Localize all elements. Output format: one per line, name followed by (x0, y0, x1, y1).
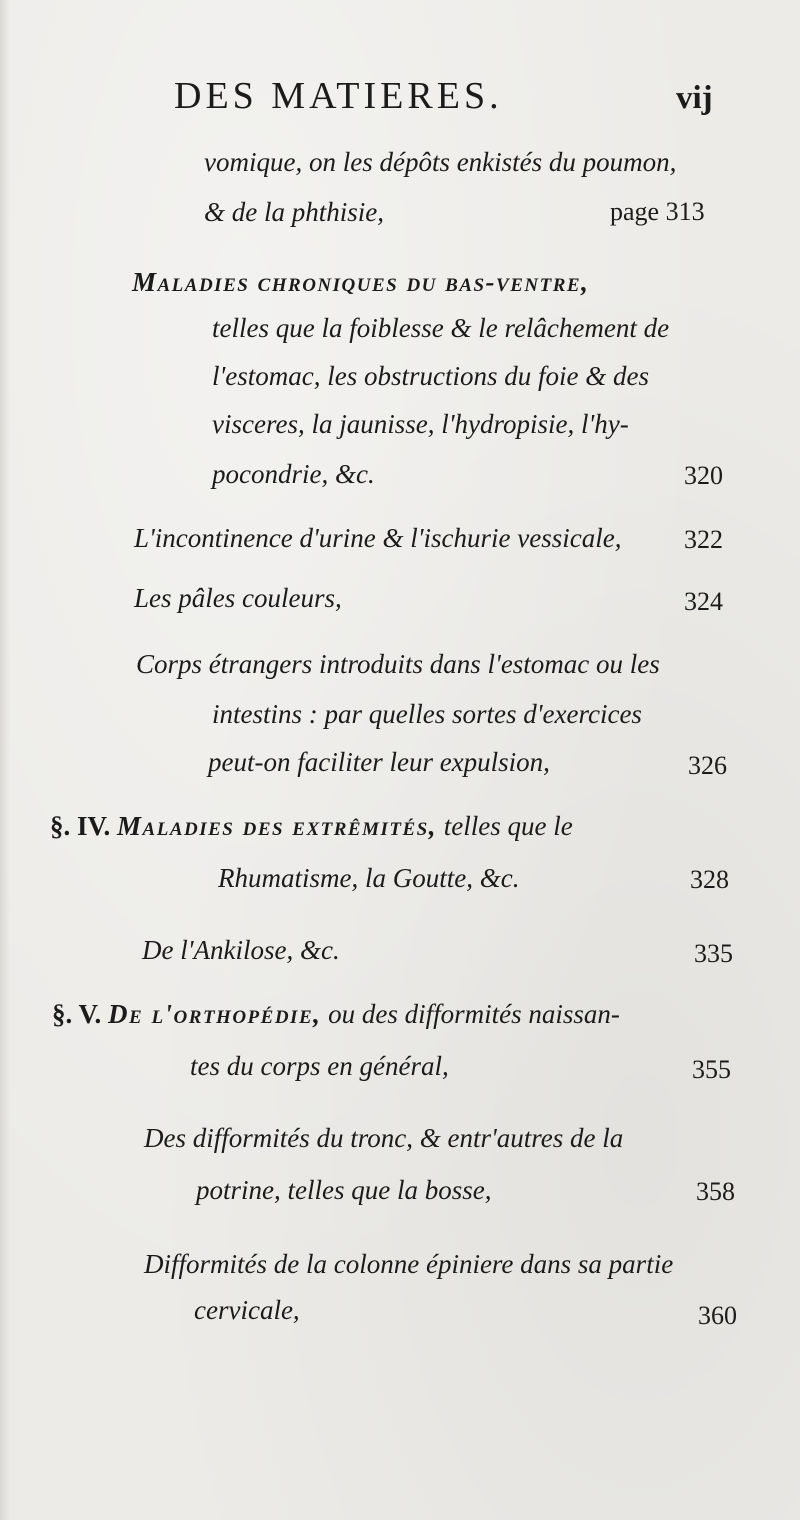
entry-ankilose-line-1: De l'Ankilose, &c. (142, 935, 340, 965)
entry-section-iv-line-2: Rhumatisme, la Goutte, &c. (218, 863, 520, 893)
entry-pales-couleurs-page: 324 (684, 587, 723, 616)
entry-bas-ventre-heading-text: Maladies chroniques du bas-ventre, (132, 267, 590, 297)
entry-section-iv-line-1 (50, 810, 573, 842)
entry-section-v-page: 355 (692, 1055, 731, 1084)
entry-pales-couleurs-line-1: Les pâles couleurs, (134, 583, 342, 613)
entry-tronc-line-2: potrine, telles que la bosse, (196, 1175, 492, 1205)
running-title: DES MATIERES. (174, 75, 503, 117)
entry-bas-ventre-line-3: visceres, la jaunisse, l'hydropisie, l'hy- (212, 409, 629, 439)
entry-bas-ventre-line-1: telles que la foiblesse & le relâchement de (212, 313, 670, 343)
entry-phthisie-line-1: vomique, on les dépôts enkistés du poumon, (204, 147, 677, 177)
entry-colonne-page: 360 (698, 1301, 737, 1330)
entry-section-v-line-2: tes du corps en général, (190, 1051, 449, 1081)
entry-tronc-page: 358 (696, 1177, 735, 1206)
entry-bas-ventre-page: 320 (684, 461, 723, 490)
entry-section-v-line-1 (52, 998, 620, 1030)
entry-corps-etrangers-page: 326 (688, 751, 727, 780)
entry-colonne-line-1: Difformités de la colonne épiniere dans sa partie (144, 1249, 674, 1279)
entry-bas-ventre-heading (132, 266, 589, 298)
section-iv-line-1-text: telles que le (443, 811, 573, 841)
entry-bas-ventre-line-4: pocondrie, &c. (212, 459, 375, 489)
entry-phthisie-page: page 313 (610, 197, 705, 226)
entry-incontinence-page: 322 (684, 525, 723, 554)
section-iv-number: §. IV. (50, 811, 111, 841)
entry-corps-etrangers-line-3: peut-on faciliter leur expulsion, (208, 747, 550, 777)
entry-corps-etrangers-line-1: Corps étrangers introduits dans l'estomac ou les (136, 649, 660, 679)
entry-incontinence-line-1: L'incontinence d'urine & l'ischurie vessicale, (134, 523, 622, 553)
page-edge-shadow (0, 0, 10, 1520)
entry-section-iv-page: 328 (690, 865, 729, 894)
entry-bas-ventre-line-2: l'estomac, les obstructions du foie & des (212, 361, 649, 391)
page-folio: vij (676, 80, 713, 116)
entry-phthisie-line-2: & de la phthisie, (204, 197, 384, 227)
entry-tronc-line-1: Des difformités du tronc, & entr'autres de la (144, 1123, 624, 1153)
entry-ankilose-page: 335 (694, 939, 733, 968)
section-v-number: §. V. (52, 999, 102, 1029)
page-header (0, 74, 800, 134)
section-v-line-1-text: ou des difformités naissan- (328, 999, 620, 1029)
section-v-heading: De l'orthopédie, (108, 999, 322, 1029)
entry-corps-etrangers-line-2: intestins : par quelles sortes d'exercices (212, 699, 642, 729)
section-iv-heading: Maladies des extrêmités, (117, 811, 437, 841)
entry-colonne-line-2: cervicale, (194, 1295, 300, 1325)
